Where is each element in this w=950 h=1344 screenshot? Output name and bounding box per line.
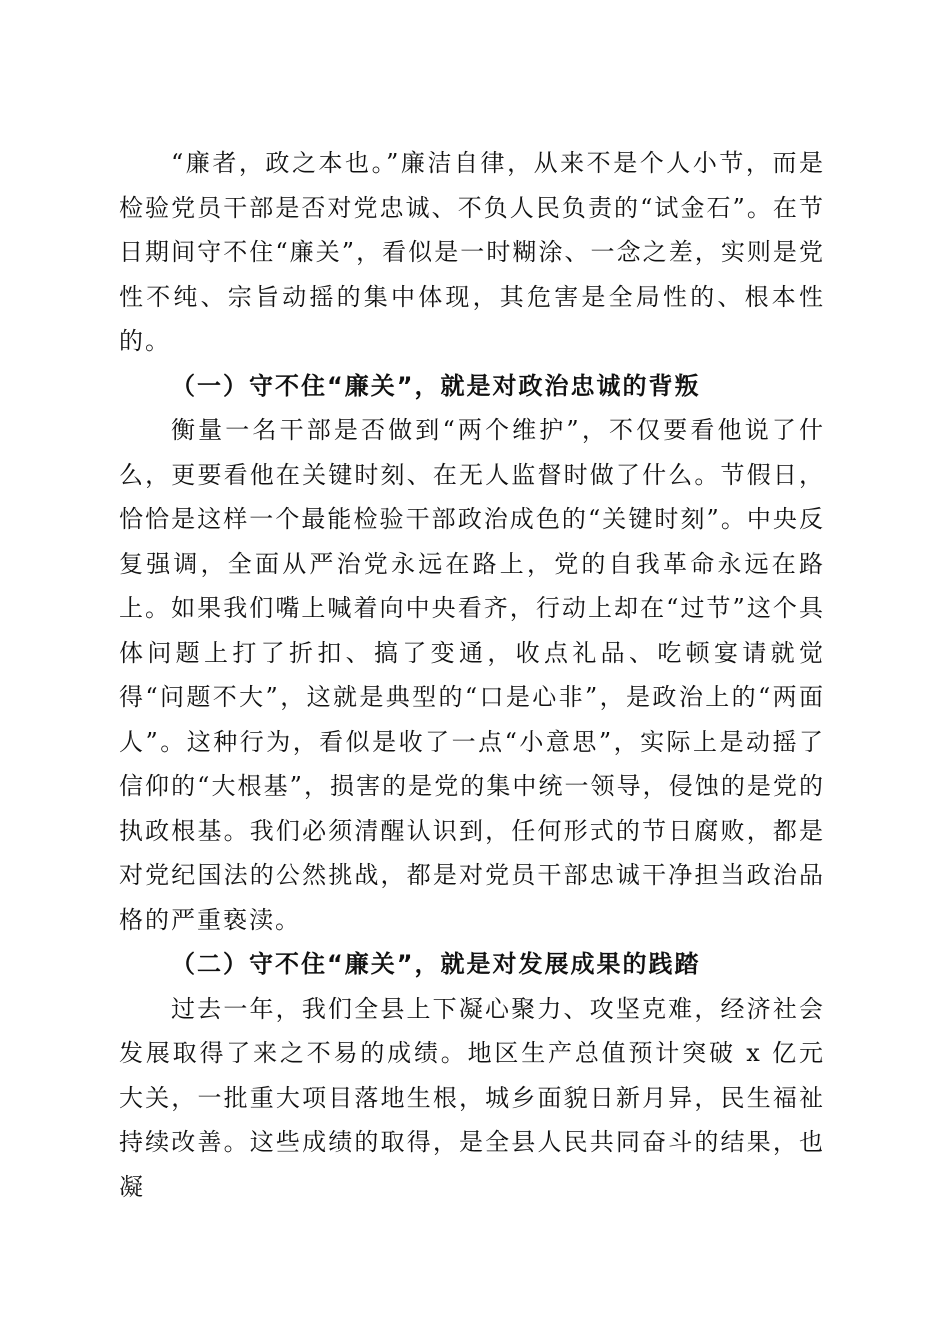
document-body [119, 141, 825, 1209]
section-2-paragraph: 过去一年，我们全县上下凝心聚力、攻坚克难，经济社会发展取得了来之不易的成绩。地区生产总值预计突破 x 亿元大关，一批重大项目落地生根，城乡面貌日新月异，民生福祉持续改善。这些成绩的取得，是全县人民共同奋斗的结果，也凝 [119, 994, 825, 1201]
section-heading-1: （一）守不住“廉关”，就是对政治忠诚的背叛 [171, 371, 701, 400]
intro-paragraph: “廉者，政之本也。”廉洁自律，从来不是个人小节，而是检验党员干部是否对党忠诚、不负人民负责的“试金石”。在节日期间守不住“廉关”，看似是一时糊涂、一念之差，实则是党性不纯、宗旨动摇的集中体现，其危害是全局性的、根本性的。 [119, 149, 825, 355]
section-1-paragraph: 衡量一名干部是否做到“两个维护”，不仅要看他说了什么，更要看他在关键时刻、在无人监督时做了什么。节假日，恰恰是这样一个最能检验干部政治成色的“关键时刻”。中央反复强调，全面从严治党永远在路上，党的自我革命永远在路上。如果我们嘴上喊着向中央看齐，行动上却在“过节”这个具体问题上打了折扣、搞了变通，收点礼品、吃顿宴请就觉得“问题不大”，这就是典型的“口是心非”，是政治上的“两面人”。这种行为，看似是收了一点“小意思”，实际上是动摇了信仰的“大根基”，损害的是党的集中统一领导，侵蚀的是党的执政根基。我们必须清醒认识到，任何形式的节日腐败，都是对党纪国法的公然挑战，都是对党员干部忠诚干净担当政治品格的严重亵渎。 [119, 416, 825, 934]
section-heading-2: （二）守不住“廉关”，就是对发展成果的践踏 [171, 950, 701, 978]
